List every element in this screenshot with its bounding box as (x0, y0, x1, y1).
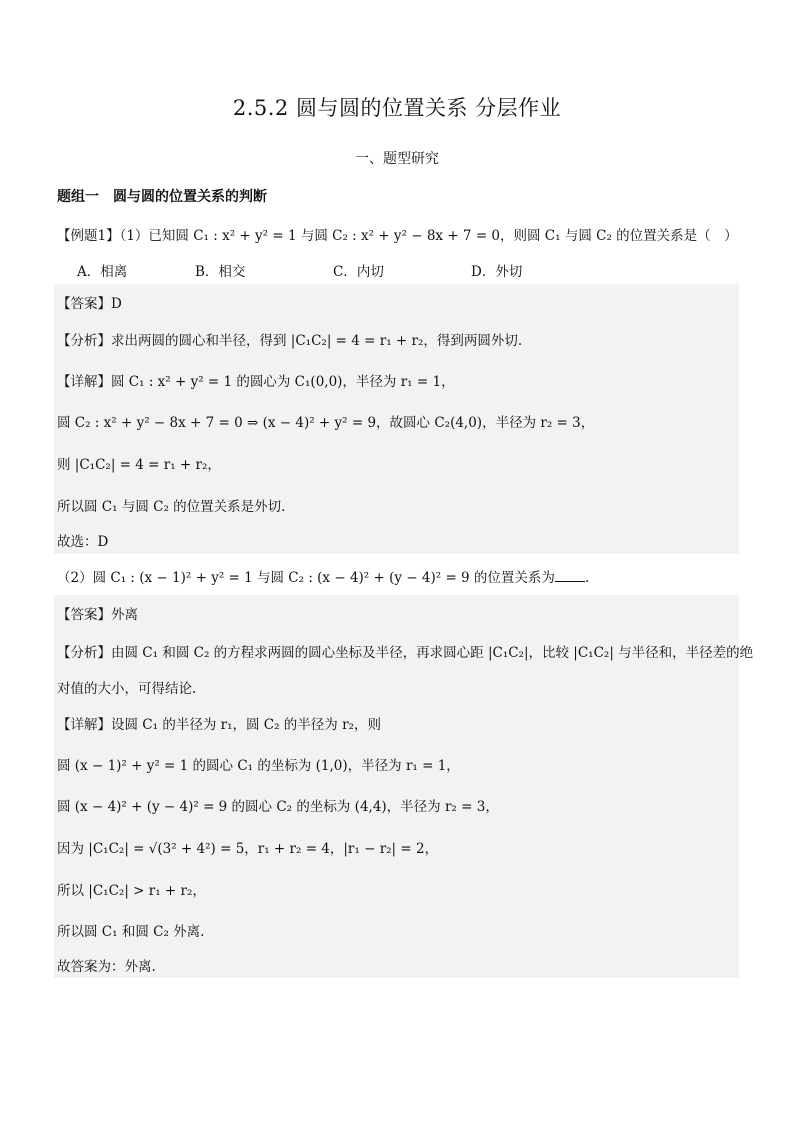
detail-2-line: 圆 (x − 4)² + (y − 4)² = 9 的圆心 C₂ 的坐标为 (4,4)，半径为 r₂ = 3， (57, 799, 499, 815)
group-heading: 题组一 圆与圆的位置关系的判断 (57, 189, 267, 205)
detail-1-line: 故选：D (57, 534, 109, 550)
detail-1-line: 所以圆 C₁ 与圆 C₂ 的位置关系是外切. (57, 499, 286, 515)
analysis-1: 【分析】求出两圆的圆心和半径，得到 |C₁C₂| = 4 = r₁ + r₂，得到两圆外切. (57, 333, 523, 349)
example-2-question-end: . (584, 570, 590, 586)
detail-2-line: 圆 (x − 1)² + y² = 1 的圆心 C₁ 的坐标为 (1,0)，半径为 r₁ = 1， (57, 758, 460, 774)
detail-2-line: 故答案为：外离. (57, 959, 156, 975)
section-heading: 一、题型研究 (355, 151, 439, 167)
detail-2-line: 【详解】设圆 C₁ 的半径为 r₁，圆 C₂ 的半径为 r₂，则 (57, 717, 381, 733)
detail-1-line: 【详解】圆 C₁ : x² + y² = 1 的圆心为 C₁(0,0)，半径为 r₁ = 1， (57, 374, 455, 390)
example-2-question (57, 566, 589, 586)
example-1-question: 【例题1】（1）已知圆 C₁ : x² + y² = 1 与圆 C₂ : x² + y² − 8x + 7 = 0，则圆 C₁ 与圆 C₂ 的位置关系是（ ） (57, 228, 738, 244)
analysis-2-cont: 对值的大小，可得结论. (57, 681, 197, 697)
answer-1: 【答案】D (57, 296, 122, 312)
page-title: 2.5.2 圆与圆的位置关系 分层作业 (232, 96, 562, 120)
detail-2-line: 所以圆 C₁ 和圆 C₂ 外离. (57, 924, 205, 940)
option-d: D．外切 (471, 264, 523, 280)
option-a: A．相离 (77, 264, 128, 280)
option-c: C．内切 (333, 264, 384, 280)
analysis-2: 【分析】由圆 C₁ 和圆 C₂ 的方程求两圆的圆心坐标及半径，再求圆心距 |C₁C₂|，比较 |C₁C₂| 与半径和，半径差的绝 (57, 645, 754, 661)
option-b: B．相交 (195, 264, 246, 280)
answer-blank (555, 569, 585, 582)
detail-2-line: 所以 |C₁C₂| > r₁ + r₂， (57, 883, 206, 899)
detail-1-line: 则 |C₁C₂| = 4 = r₁ + r₂， (57, 457, 221, 473)
detail-1-line: 圆 C₂ : x² + y² − 8x + 7 = 0 ⇒ (x − 4)² + y² = 9，故圆心 C₂(4,0)，半径为 r₂ = 3， (57, 415, 595, 431)
detail-2-line: 因为 |C₁C₂| = √(3² + 4²) = 5，r₁ + r₂ = 4，|r₁ − r₂| = 2， (57, 841, 439, 857)
example-2-question-text: （2）圆 C₁ : (x − 1)² + y² = 1 与圆 C₂ : (x − 4)² + (y − 4)² = 9 的位置关系为 (57, 570, 555, 586)
answer-2: 【答案】外离 (57, 607, 138, 623)
